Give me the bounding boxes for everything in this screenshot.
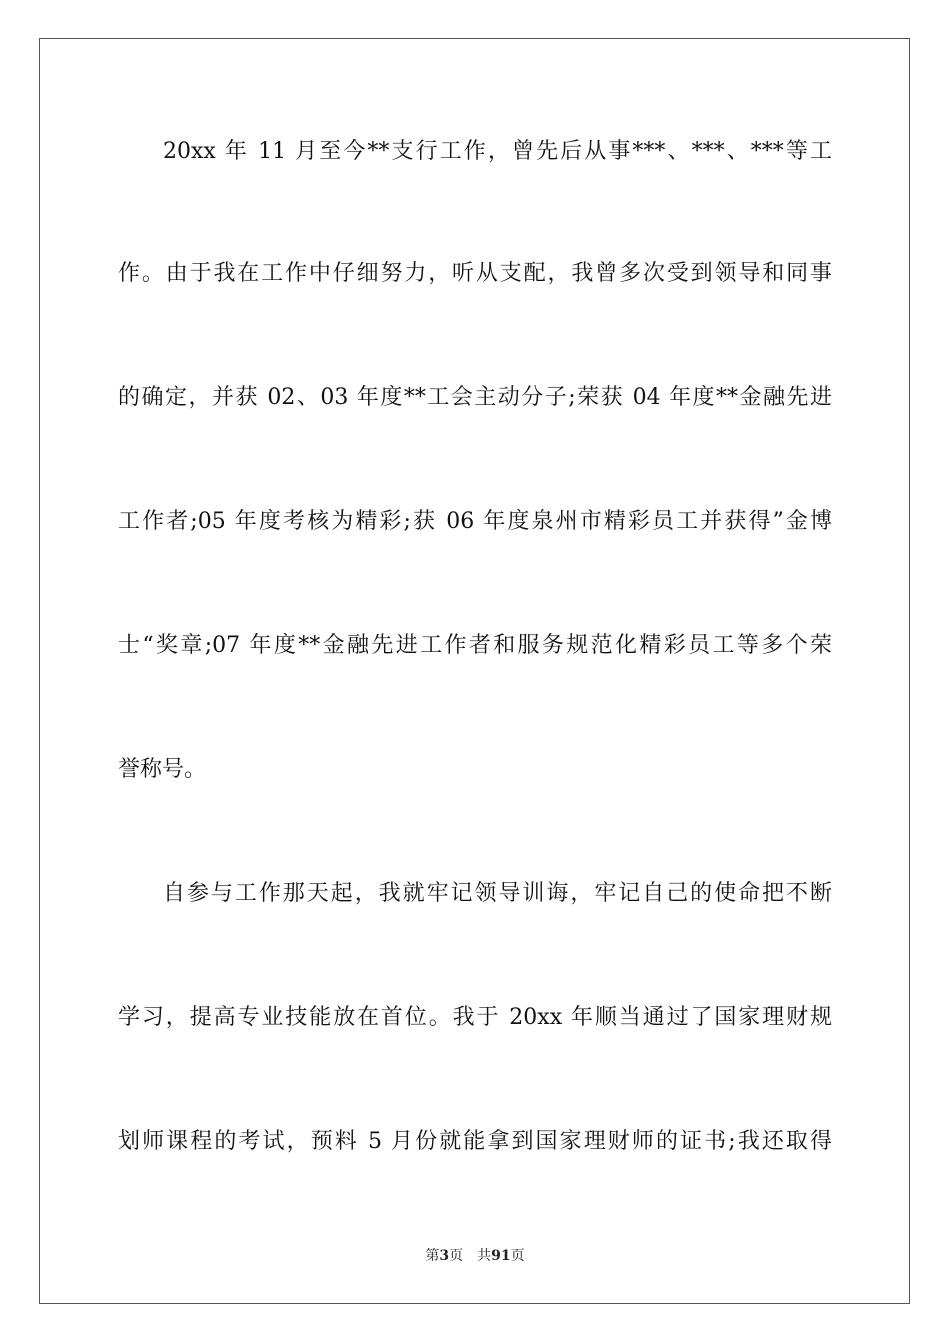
footer-page-prefix: 第 — [425, 1248, 440, 1264]
paragraph-1-line-5: 士“奖章;07 年度**金融先进工作者和服务规范化精彩员工等多个荣 — [118, 633, 832, 658]
paragraph-1-line-2: 作。由于我在工作中仔细努力，听从支配，我曾多次受到领导和同事 — [118, 261, 832, 286]
paragraph-1-line-3: 的确定，并获 02、03 年度**工会主动分子;荣获 04 年度**金融先进 — [118, 385, 832, 410]
paragraph-2-line-1: 自参与工作那天起，我就牢记领导训诲，牢记自己的使命把不断 — [163, 881, 832, 906]
paragraph-1-line-1: 20xx 年 11 月至今**支行工作，曾先后从事***、***、***等工 — [163, 139, 832, 164]
footer-page-number: 3 — [439, 1248, 450, 1264]
page-border — [39, 38, 910, 1304]
footer-total-pages: 91 — [491, 1248, 511, 1264]
footer-total-prefix: 共 — [477, 1248, 492, 1264]
page-footer — [0, 1246, 950, 1266]
paragraph-1-line-4: 工作者;05 年度考核为精彩;获 06 年度泉州市精彩员工并获得”金博 — [118, 509, 832, 534]
paragraph-2-line-3: 划师课程的考试，预料 5 月份就能拿到国家理财师的证书;我还取得 — [118, 1129, 832, 1154]
footer-page-suffix: 页 — [449, 1248, 464, 1264]
paragraph-2-line-2: 学习，提高专业技能放在首位。我于 20xx 年顺当通过了国家理财规 — [118, 1005, 832, 1030]
paragraph-1-line-6: 誉称号。 — [118, 757, 207, 782]
footer-total-suffix: 页 — [510, 1248, 525, 1264]
